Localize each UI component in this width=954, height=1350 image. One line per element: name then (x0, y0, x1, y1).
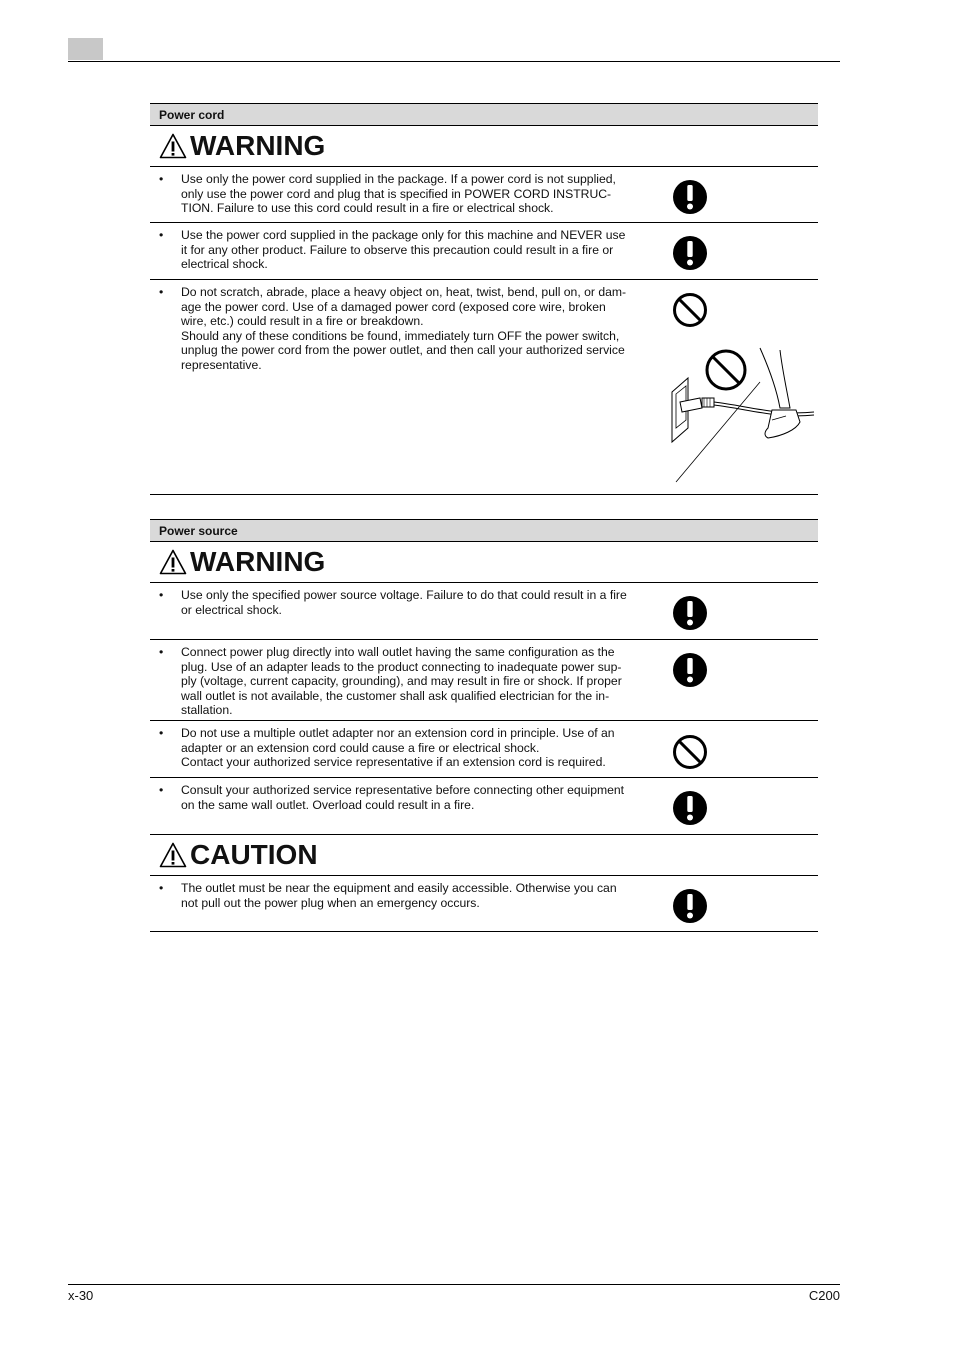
mandatory-icon (672, 652, 708, 688)
list-item (150, 778, 818, 835)
bullet: • (159, 645, 164, 659)
item-text: Connect power plug directly into wall outlet having the same configuration as the plug. Use of an adapter leads to the product connecting to inadequate power sup- ply (voltage, current capacity, grounding), and may result in fire or shock. If proper wall outlet is not available, the customer shall ask qualified electrician for the in- stallation. (181, 645, 622, 717)
section-power-source (150, 519, 818, 932)
list-item (150, 280, 818, 495)
unplug-by-cord-illustration (668, 346, 816, 484)
item-text: Consult your authorized service representative before connecting other equipment on the same wall outlet. Overload could result in a fire. (181, 783, 625, 812)
prohibited-icon (672, 734, 708, 770)
prohibited-icon (672, 292, 708, 328)
list-item (150, 583, 818, 640)
item-text: Do not use a multiple outlet adapter nor an extension cord in principle. Use of an adapter or an extension cord could cause a fire or electrical shock. Contact your authorized service representative if an extension cord is required. (181, 726, 615, 769)
model-name: C200 (808, 1288, 840, 1303)
mandatory-icon (672, 790, 708, 826)
section-title: Power cord (150, 103, 818, 126)
signal-word: WARNING (190, 546, 326, 577)
mandatory-icon (672, 595, 708, 631)
signal-word: CAUTION (190, 839, 318, 870)
footer-rule (68, 1284, 840, 1285)
list-item (150, 876, 818, 932)
item-text: Use only the specified power source voltage. Failure to do that could result in a fire or electrical shock. (181, 588, 627, 617)
page-number: x-30 (68, 1288, 94, 1303)
warning-triangle-icon (159, 133, 187, 159)
section-title: Power source (150, 519, 818, 542)
bullet: • (159, 285, 164, 299)
warning-triangle-icon (159, 549, 187, 575)
bullet: • (159, 726, 164, 740)
chapter-tab (68, 38, 103, 60)
list-item (150, 640, 818, 721)
list-item (150, 721, 818, 778)
section-power-cord (150, 103, 818, 495)
warning-triangle-icon (159, 842, 187, 868)
warning-signal (150, 542, 818, 583)
signal-word: WARNING (190, 130, 326, 161)
bullet: • (159, 228, 164, 242)
header-rule (68, 61, 840, 62)
caution-signal (150, 835, 818, 876)
list-item (150, 167, 818, 223)
bullet: • (159, 881, 164, 895)
bullet: • (159, 588, 164, 602)
item-text: The outlet must be near the equipment and easily accessible. Otherwise you can not pull out the power plug when an emergency occurs. (181, 881, 617, 910)
mandatory-icon (672, 235, 708, 271)
item-text: Do not scratch, abrade, place a heavy object on, heat, twist, bend, pull on, or dam- age the power cord. Use of a damaged power cord (exposed core wire, broken wire, etc.) could result in a fire or breakdown. Should any of these conditions be found, immediately turn OFF the power switch, unplug the power cord from the power outlet, and then call your authorized service representative. (181, 285, 627, 372)
list-item (150, 223, 818, 280)
item-text: Use the power cord supplied in the package only for this machine and NEVER use it for any other product. Failure to observe this precaution could result in a fire or electrical shock. (181, 228, 626, 271)
bullet: • (159, 783, 164, 797)
warning-signal (150, 126, 818, 167)
mandatory-icon (672, 179, 708, 215)
mandatory-icon (672, 888, 708, 924)
item-text: Use only the power cord supplied in the package. If a power cord is not supplied, only use the power cord and plug that is specified in POWER CORD INSTRUC- TION. Failure to use this cord could result in a fire or electrical shock. (181, 172, 616, 215)
bullet: • (159, 172, 164, 186)
